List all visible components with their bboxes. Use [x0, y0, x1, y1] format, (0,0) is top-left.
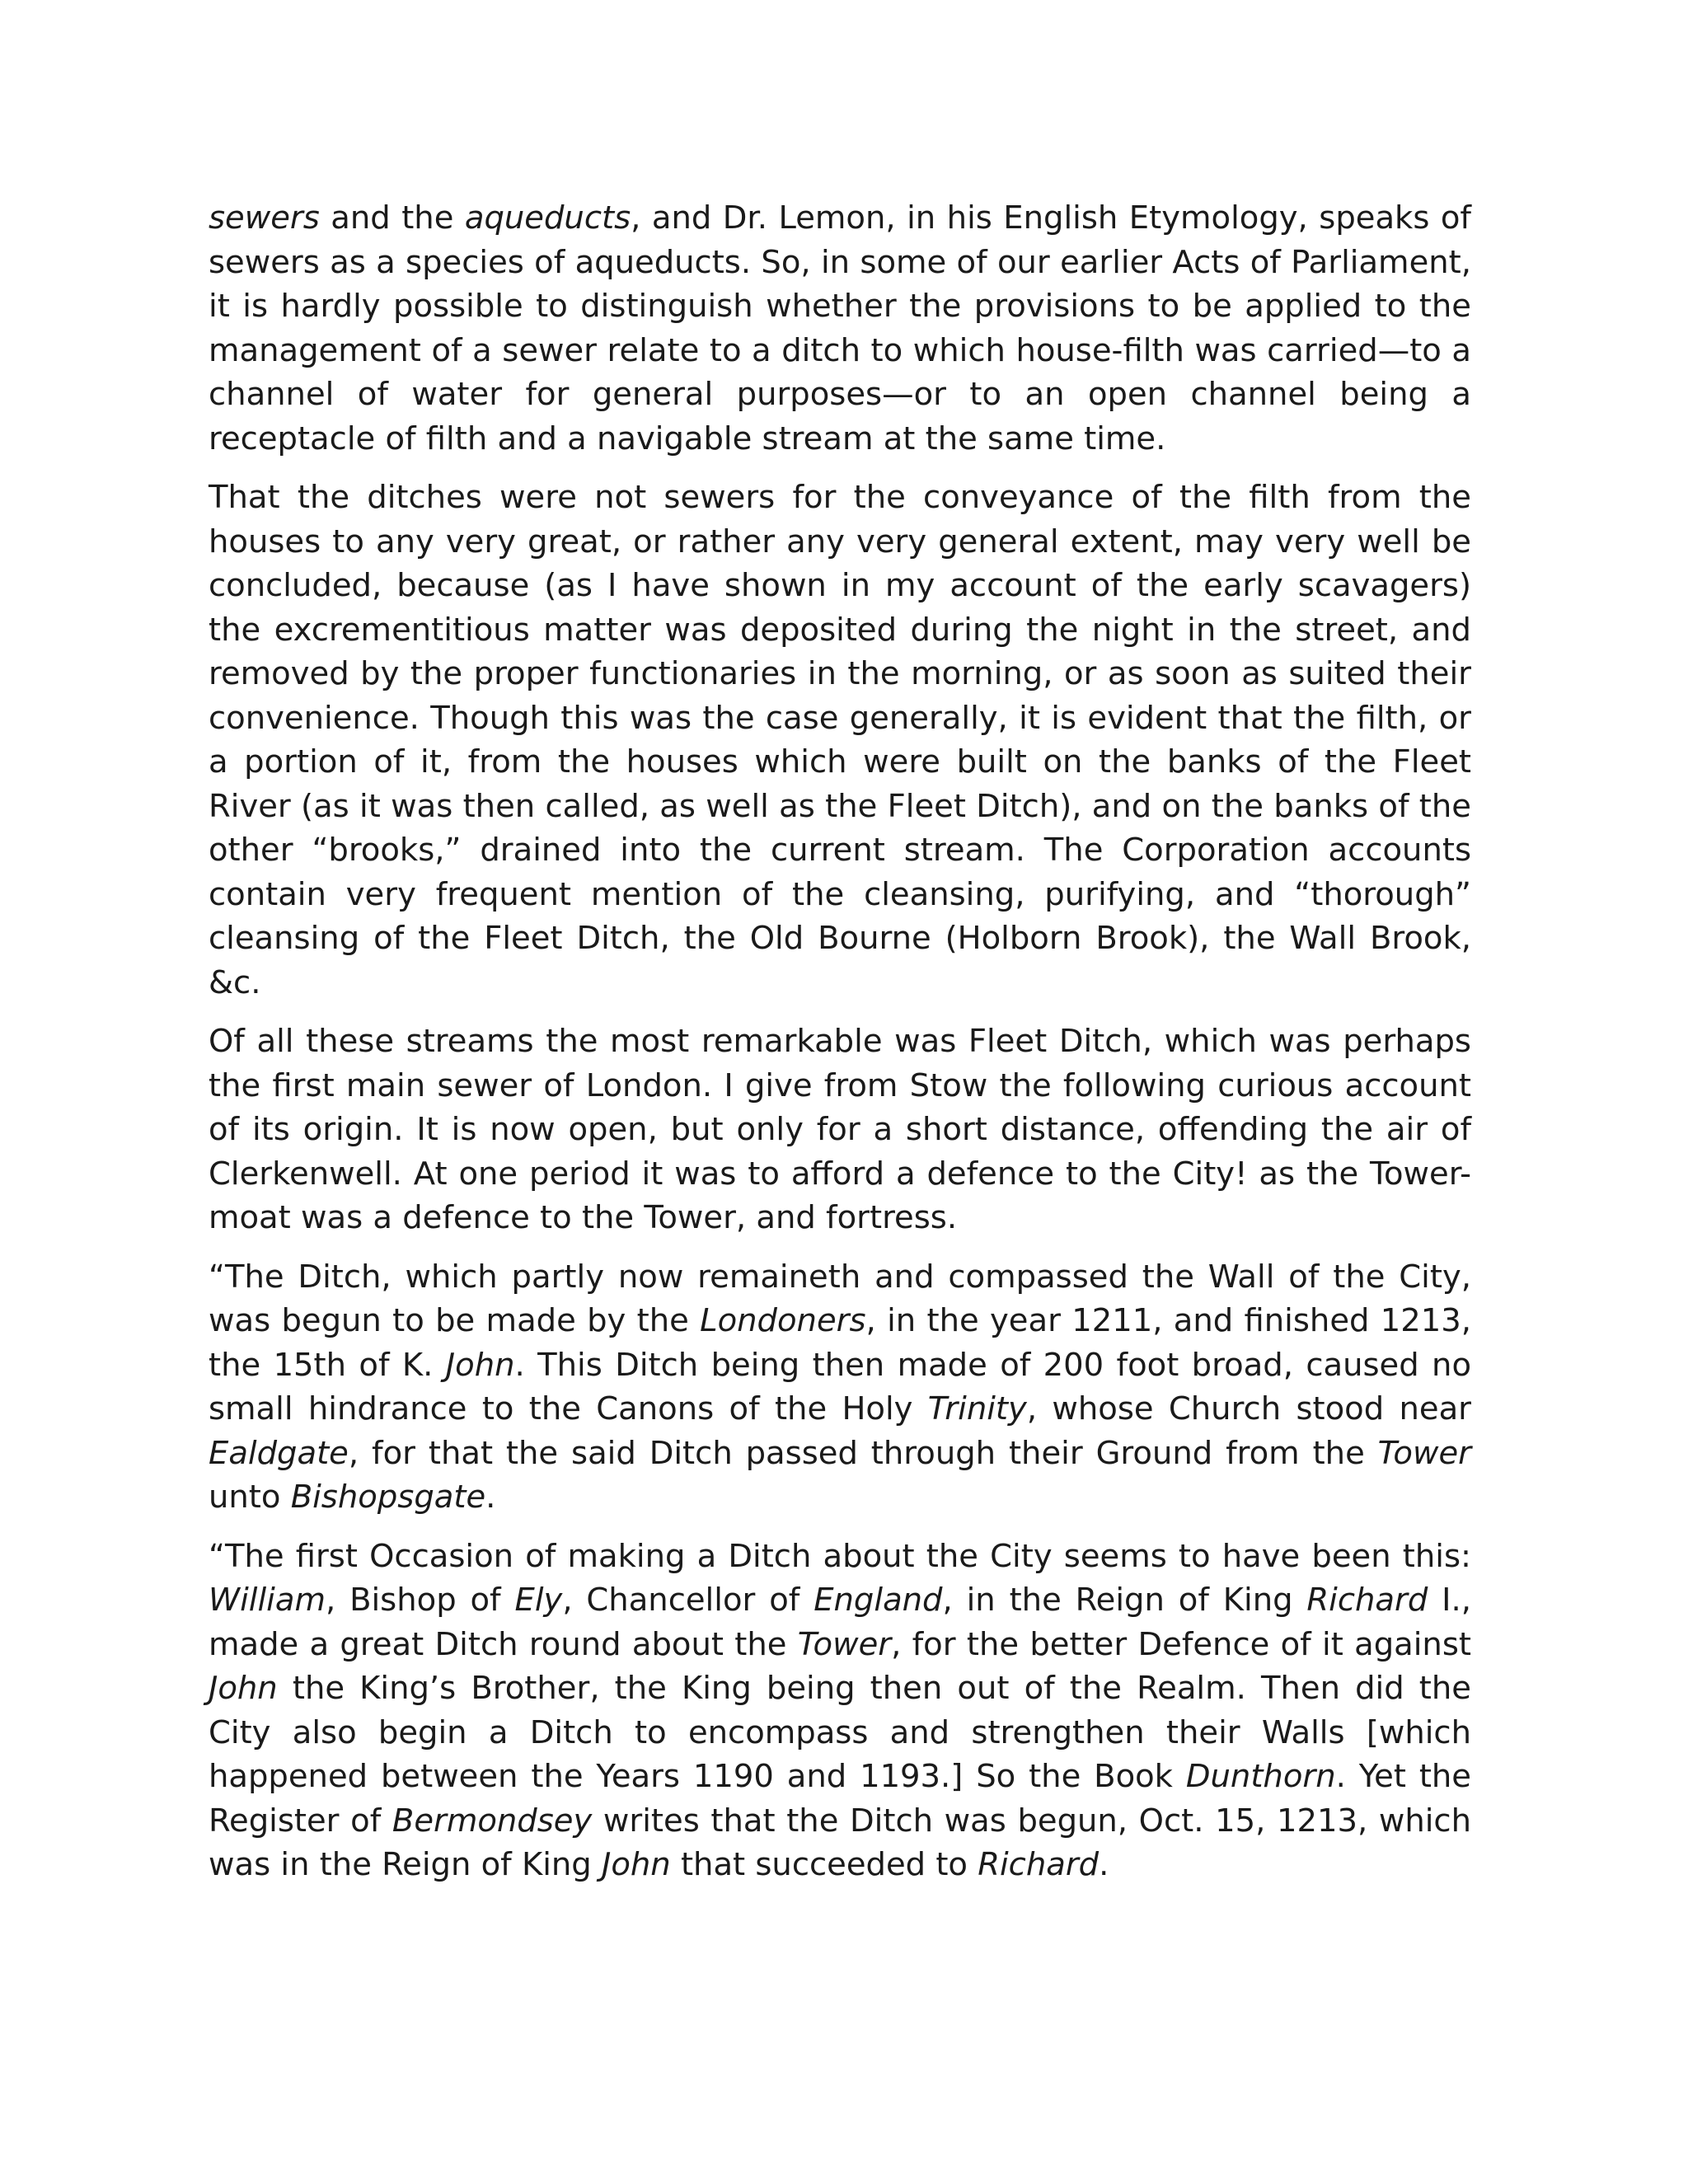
italic-text-segment: Bermondsey: [392, 1802, 593, 1840]
document-page: [209, 196, 1471, 1902]
italic-text-segment: Trinity: [927, 1390, 1027, 1427]
italic-text-segment: John: [601, 1846, 671, 1883]
paragraph-2: [209, 476, 1471, 1005]
text-segment: . This Ditch being then made of 200 foot broad, caused no small hindrance to the Canons of the Holy: [209, 1346, 1471, 1427]
text-segment: , in the Reign of King: [942, 1582, 1307, 1619]
italic-text-segment: William: [209, 1582, 326, 1619]
italic-text-segment: sewers: [209, 199, 320, 237]
paragraph-4: [209, 1255, 1471, 1520]
paragraph-5: [209, 1535, 1471, 1887]
italic-text-segment: Ealdgate: [209, 1434, 349, 1472]
text-segment: , for the better Defence of it against: [891, 1625, 1471, 1663]
italic-text-segment: John: [445, 1346, 515, 1384]
text-segment: Of all these streams the most remarkable was Fleet Ditch, which was perhaps the first main sewer of London. I give from Stow the following curious account of its origin. It is now open, but only for a short distance, offending the air of Clerkenwell. At one period it was to afford a defence to the City! as the Tower-moat was a defence to the Tower, and fortress.: [209, 1023, 1471, 1236]
italic-text-segment: Dunthorn: [1185, 1758, 1336, 1795]
italic-text-segment: Richard: [978, 1846, 1100, 1883]
text-segment: .: [1099, 1846, 1109, 1883]
text-segment: “The first Occasion of making a Ditch about the City seems to have been this:: [209, 1537, 1471, 1575]
italic-text-segment: John: [209, 1670, 278, 1707]
text-segment: and the: [319, 199, 465, 237]
italic-text-segment: Tower: [1377, 1434, 1471, 1472]
italic-text-segment: Tower: [797, 1625, 892, 1663]
text-segment: , whose Church stood near: [1026, 1390, 1471, 1427]
text-segment: , Chancellor of: [562, 1582, 814, 1619]
text-segment: unto: [209, 1479, 291, 1516]
italic-text-segment: England: [814, 1582, 943, 1619]
text-segment: That the ditches were not sewers for the conveyance of the filth from the houses to any very great, or rather any very general extent, may very well be concluded, because (as I have shown in my account of the early scavagers) the excrementitious matter was deposited during the night in the street, and removed by the proper functionaries in the morning, or as soon as suited their convenience. Though this was the case generally, it is evident that the filth, or a portion of it, from the houses which were built on the banks of the Fleet River (as it was then called, as well as the Fleet Ditch), and on the banks of the other “brooks,” drained into the current stream. The Corporation accounts contain very frequent mention of the cleansing, purifying, and “thorough” cleansing of the Fleet Ditch, the Old Bourne (Holborn Brook), the Wall Brook, &c.: [209, 479, 1471, 1001]
text-segment: , and Dr. Lemon, in his English Etymology, speaks of sewers as a species of aqueducts. So, in some of our earlier Acts of Parliament, it is hardly possible to distinguish whether the provisions to be applied to the management of a sewer relate to a ditch to which house-filth was carried—to a channel of water for general purposes—or to an open channel being a receptacle of filth and a navigable stream at the same time.: [209, 199, 1471, 457]
text-segment: I., made a great Ditch round about the: [209, 1582, 1472, 1663]
text-segment: writes that the Ditch was begun, Oct. 15, 1213, which was in the Reign of King: [209, 1802, 1471, 1883]
italic-text-segment: Londoners: [700, 1302, 866, 1339]
italic-text-segment: Bishopsgate: [290, 1479, 486, 1516]
text-segment: that succeeded to: [670, 1846, 978, 1883]
text-segment: , in the year 1211, and finished 1213, the 15th of K.: [209, 1302, 1471, 1384]
text-segment: “The Ditch, which partly now remaineth and compassed the Wall of the City, was begun to be made by the: [209, 1258, 1471, 1339]
text-segment: the King’s Brother, the King being then out of the Realm. Then did the City also begin a Ditch to encompass and strengthen their Walls [which happened between the Years 1190 and 1193.] So the Book: [209, 1670, 1471, 1795]
text-segment: . Yet the Register of: [209, 1758, 1471, 1840]
text-segment: , Bishop of: [325, 1582, 515, 1619]
text-segment: , for that the said Ditch passed through their Ground from the: [348, 1434, 1378, 1472]
italic-text-segment: Ely: [514, 1582, 563, 1619]
italic-text-segment: aqueducts: [464, 199, 631, 237]
paragraph-1: [209, 196, 1471, 461]
italic-text-segment: Richard: [1306, 1582, 1428, 1619]
text-segment: .: [485, 1479, 496, 1516]
paragraph-3: [209, 1019, 1471, 1240]
